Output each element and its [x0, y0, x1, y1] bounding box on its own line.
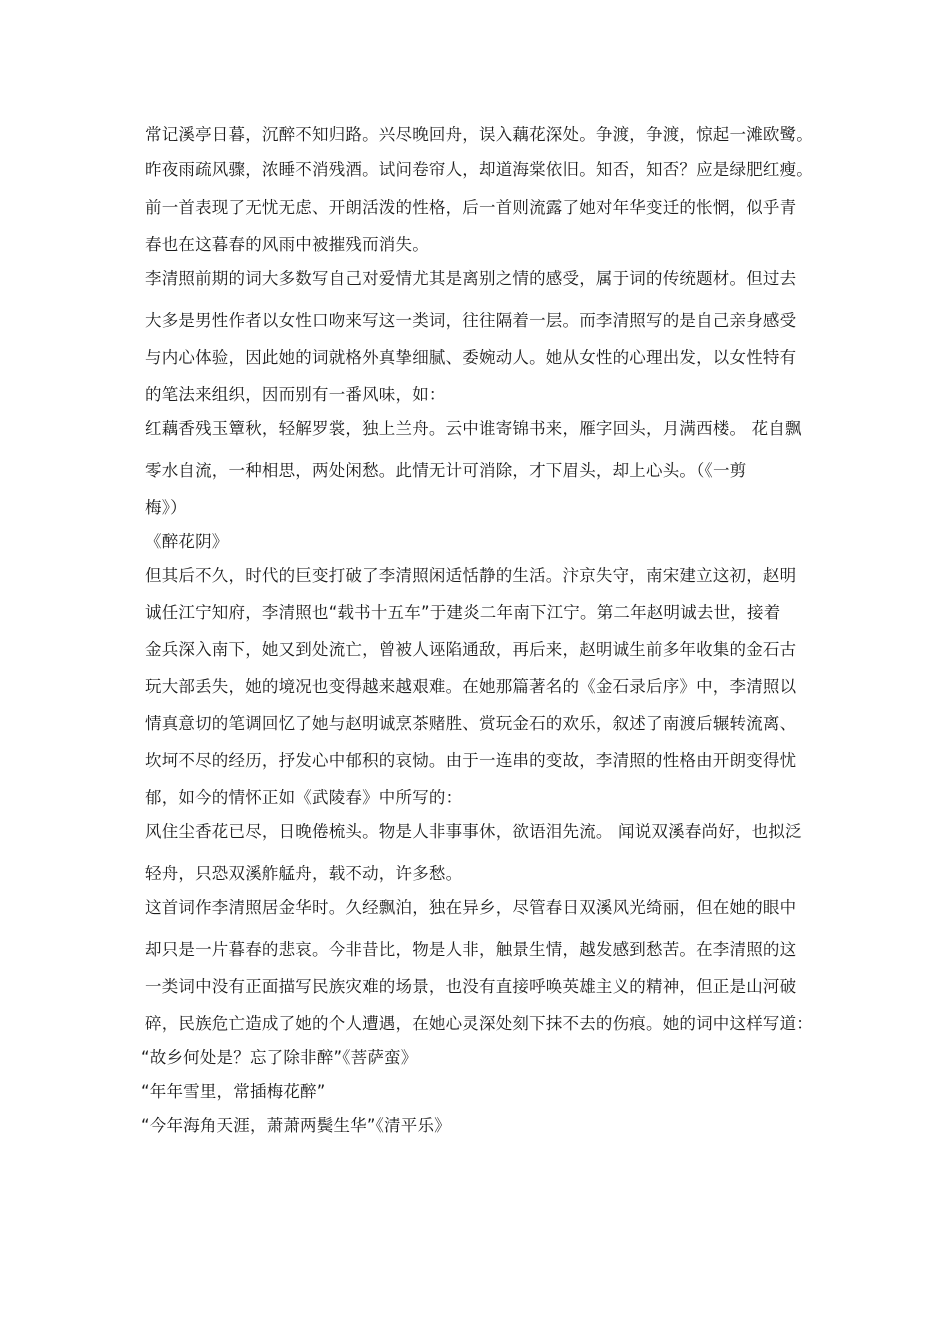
poem-line: 梅》）: [145, 498, 187, 517]
poem-line: 红藕香残玉簟秋，轻解罗裳，独上兰舟。云中谁寄锦书来，雁字回头，月满西楼。 花自飘: [145, 419, 802, 438]
paragraph-line: 诚任江宁知府，李清照也“载书十五车”于建炎二年南下江宁。第二年赵明诚去世，接着: [145, 603, 781, 622]
paragraph-line: 的笔法来组织，因而别有一番风味，如：: [145, 385, 446, 404]
paragraph-line: 前一首表现了无忧无虑、开朗活泼的性格，后一首则流露了她对年华变迁的怅惘，似乎青: [145, 198, 797, 217]
paragraph-line: 大多是男性作者以女性口吻来写这一类词，往往隔着一层。而李清照写的是自己亲身感受: [145, 311, 797, 330]
paragraph-line: 一类词中没有正面描写民族灾难的场景，也没有直接呼唤英雄主义的精神，但正是山河破: [145, 977, 797, 996]
paragraph-line: 玩大部丢失，她的境况也变得越来越艰难。在她那篇著名的《金石录后序》中，李清照以: [145, 677, 797, 696]
quote-line: “今年海角天涯，萧萧两鬓生华”《清平乐》: [141, 1116, 451, 1135]
paragraph-line: 金兵深入南下，她又到处流亡，曾被人诬陷通敌，再后来，赵明诚生前多年收集的金石古: [145, 640, 797, 659]
paragraph-line: 李清照前期的词大多数写自己对爱情尤其是离别之情的感受，属于词的传统题材。但过去: [145, 269, 797, 288]
poem-line: 昨夜雨疏风骤，浓睡不消残酒。试问卷帘人，却道海棠依旧。知否，知否？应是绿肥红瘦。: [145, 160, 813, 179]
paragraph-line: 但其后不久，时代的巨变打破了李清照闲适恬静的生活。汴京失守，南宋建立这初，赵明: [145, 566, 797, 585]
poem-line: 常记溪亭日暮，沉醉不知归路。兴尽晚回舟，误入藕花深处。争渡，争渡，惊起一滩欧鹭。: [145, 125, 813, 144]
paragraph-line: 却只是一片暮春的悲哀。今非昔比，物是人非，触景生情，越发感到愁苦。在李清照的这: [145, 940, 797, 959]
poem-line: 风住尘香花已尽，日晚倦梳头。物是人非事事休，欲语泪先流。 闻说双溪春尚好，也拟泛: [145, 822, 802, 841]
paragraph-line: 碎，民族危亡造成了她的个人遭遇，在她心灵深处刻下抹不去的伤痕。她的词中这样写道：: [145, 1014, 813, 1033]
paragraph-line: 情真意切的笔调回忆了她与赵明诚烹茶赌胜、赏玩金石的欢乐，叙述了南渡后辗转流离、: [145, 714, 797, 733]
quote-line: “故乡何处是？忘了除非醉”《菩萨蛮》: [141, 1048, 418, 1067]
poem-title: 《醉花阴》: [145, 532, 229, 551]
poem-line: 零水自流，一种相思，两处闲愁。此情无计可消除，才下眉头，却上心头。（《一剪: [145, 461, 747, 480]
paragraph-line: 与内心体验，因此她的词就格外真挚细腻、委婉动人。她从女性的心理出发，以女性特有: [145, 348, 797, 367]
paragraph-line: 坎坷不尽的经历，抒发心中郁积的哀恸。由于一连串的变故，李清照的性格由开朗变得忧: [145, 751, 797, 770]
quote-line: “年年雪里，常插梅花醉”: [141, 1082, 326, 1101]
paragraph-line: 这首词作李清照居金华时。久经飘泊，独在异乡，尽管春日双溪风光绮丽，但在她的眼中: [145, 898, 797, 917]
paragraph-line: 春也在这暮春的风雨中被摧残而消失。: [145, 235, 429, 254]
paragraph-line: 郁，如今的情怀正如《武陵春》中所写的：: [145, 788, 463, 807]
document-body: [141, 119, 815, 1141]
poem-line: 轻舟，只恐双溪舴艋舟，载不动，许多愁。: [145, 864, 463, 883]
